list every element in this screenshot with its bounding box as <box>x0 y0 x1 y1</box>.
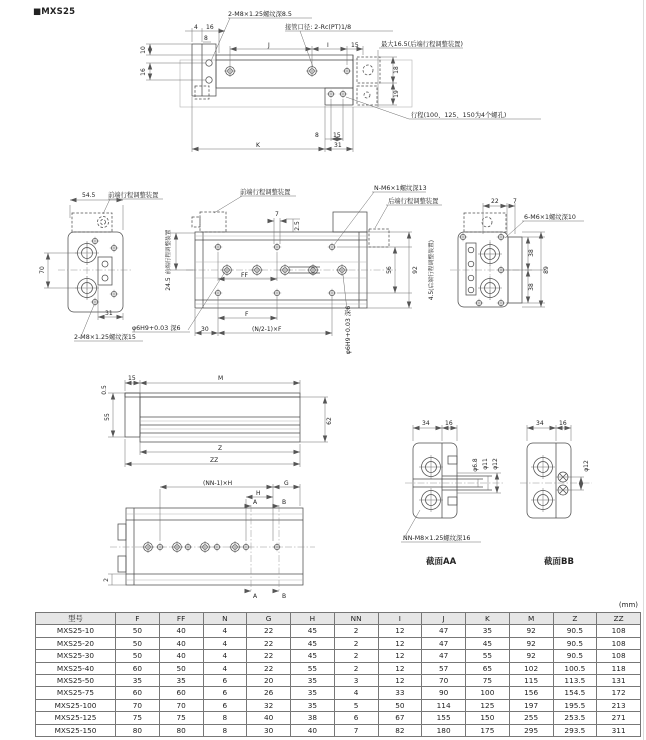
page-edge-line <box>643 0 644 740</box>
table-header-row <box>36 613 641 625</box>
dim-M: M <box>218 375 224 382</box>
col-header: K <box>466 613 510 625</box>
value-cell: 271 <box>597 712 641 724</box>
value-cell: 115 <box>509 675 553 687</box>
value-cell: 100.5 <box>553 662 597 674</box>
dim-phi12: φ12 <box>492 458 499 470</box>
value-cell: 60 <box>116 662 160 674</box>
col-header: Z <box>553 613 597 625</box>
dim-K: K <box>256 142 260 149</box>
col-header: F <box>116 613 160 625</box>
value-cell: 4 <box>203 637 247 649</box>
col-header: N <box>203 613 247 625</box>
value-cell: 108 <box>597 625 641 637</box>
value-cell: 113.5 <box>553 675 597 687</box>
value-cell: 55 <box>291 662 335 674</box>
dimension-table <box>35 612 641 737</box>
value-cell: 60 <box>159 687 203 699</box>
dim-62: 62 <box>326 417 333 425</box>
model-cell: MXS25-50 <box>36 675 116 687</box>
value-cell: 80 <box>159 724 203 736</box>
dim-19: 19 <box>393 90 400 98</box>
value-cell: 40 <box>159 625 203 637</box>
value-cell: 45 <box>466 637 510 649</box>
dim-4: 4 <box>194 24 198 31</box>
dim-7-right: 7 <box>513 198 517 205</box>
value-cell: 82 <box>378 724 422 736</box>
col-header: FF <box>159 613 203 625</box>
left-thread-note: 2-M8×1.25螺纹深15 <box>74 334 136 341</box>
dim-34-aa: 34 <box>422 420 430 427</box>
dim-phi12-bb: φ12 <box>583 460 590 472</box>
dim-38a: 38 <box>528 249 535 257</box>
value-cell: 4 <box>203 650 247 662</box>
dim-phi11: φ11 <box>482 458 489 470</box>
value-cell: 92 <box>509 650 553 662</box>
value-cell: 50 <box>159 662 203 674</box>
value-cell: 30 <box>247 724 291 736</box>
value-cell: 195.5 <box>553 699 597 711</box>
dim-I: I <box>327 42 329 49</box>
value-cell: 45 <box>291 637 335 649</box>
bottom-view-drawing <box>103 480 315 600</box>
value-cell: 35 <box>159 675 203 687</box>
value-cell: 2 <box>334 650 378 662</box>
col-header: J <box>422 613 466 625</box>
value-cell: 35 <box>291 687 335 699</box>
value-cell: 50 <box>378 699 422 711</box>
col-header: G <box>247 613 291 625</box>
section-bb-drawing <box>520 420 592 567</box>
dim-2: 2 <box>103 578 110 582</box>
value-cell: 22 <box>247 625 291 637</box>
dim-55: 55 <box>104 413 111 421</box>
dim-16-bb: 16 <box>559 420 567 427</box>
table-row <box>36 687 641 699</box>
rear-adjuster-side-note: 4.5(后端行程调整装置) <box>429 239 435 301</box>
value-cell: 175 <box>466 724 510 736</box>
value-cell: 100 <box>466 687 510 699</box>
value-cell: 50 <box>116 650 160 662</box>
value-cell: 40 <box>291 724 335 736</box>
value-cell: 60 <box>116 687 160 699</box>
dim-8: 8 <box>204 35 208 42</box>
value-cell: 40 <box>247 712 291 724</box>
dim-15: 15 <box>351 42 359 49</box>
dim-7-plan: 7 <box>275 211 279 218</box>
value-cell: 35 <box>466 625 510 637</box>
value-cell: 154.5 <box>553 687 597 699</box>
model-cell: MXS25-30 <box>36 650 116 662</box>
value-cell: 8 <box>203 724 247 736</box>
value-cell: 6 <box>203 687 247 699</box>
value-cell: 2 <box>334 625 378 637</box>
value-cell: 295 <box>509 724 553 736</box>
top-stroke-note: 行程(100、125、150为4个螺孔) <box>411 112 507 119</box>
plan-vert-adjuster-label: 前端行程调整装置 <box>166 229 172 275</box>
value-cell: 2 <box>334 662 378 674</box>
dim-54-5: 54.5 <box>82 192 96 199</box>
value-cell: 22 <box>247 637 291 649</box>
value-cell: 197 <box>509 699 553 711</box>
value-cell: 47 <box>422 625 466 637</box>
model-cell: MXS25-150 <box>36 724 116 736</box>
dim-phi6-8: φ6.8 <box>472 458 479 472</box>
table-row <box>36 675 641 687</box>
value-cell: 12 <box>378 637 422 649</box>
dim-30: 30 <box>201 326 209 333</box>
dim-15-side: 15 <box>128 375 136 382</box>
plan-front-adjuster-label: 前端行程调整装置 <box>240 189 291 196</box>
dim-G: G <box>284 480 289 487</box>
left-adjuster-label: 前端行程调整装置 <box>108 192 159 199</box>
value-cell: 75 <box>466 675 510 687</box>
value-cell: 3 <box>334 675 378 687</box>
dim-H: H <box>256 490 261 497</box>
model-cell: MXS25-75 <box>36 687 116 699</box>
top-view-drawing <box>140 9 541 152</box>
value-cell: 180 <box>422 724 466 736</box>
col-header: I <box>378 613 422 625</box>
value-cell: 35 <box>291 699 335 711</box>
top-port-note: 接管口径: 2-Rc(PT)1/8 <box>285 24 352 31</box>
value-cell: 35 <box>291 675 335 687</box>
table-body <box>36 625 641 737</box>
value-cell: 114 <box>422 699 466 711</box>
dim-16-left: 16 <box>140 68 147 76</box>
value-cell: 75 <box>116 712 160 724</box>
value-cell: 92 <box>509 637 553 649</box>
dim-2-5: 2.5 <box>294 221 301 231</box>
dim-22: 22 <box>491 198 499 205</box>
table-row <box>36 637 641 649</box>
right-thread-note: 6-M6×1螺纹深10 <box>524 214 576 221</box>
value-cell: 108 <box>597 637 641 649</box>
pin-hole-note-vertical: φ6H9+0.03 深6 <box>345 305 352 355</box>
value-cell: 155 <box>422 712 466 724</box>
value-cell: 293.5 <box>553 724 597 736</box>
model-cell: MXS25-125 <box>36 712 116 724</box>
dim-92: 92 <box>412 266 419 274</box>
plan-view-drawing <box>132 183 442 354</box>
col-header: 型号 <box>36 613 116 625</box>
value-cell: 131 <box>597 675 641 687</box>
value-cell: 47 <box>422 650 466 662</box>
table-row <box>36 699 641 711</box>
value-cell: 102 <box>509 662 553 674</box>
model-cell: MXS25-20 <box>36 637 116 649</box>
dim-FF: FF <box>241 272 248 279</box>
value-cell: 6 <box>203 699 247 711</box>
dim-16: 16 <box>206 24 214 31</box>
section-aa-caption: 截面AA <box>426 557 457 567</box>
dim-16-aa: 16 <box>445 420 453 427</box>
value-cell: 40 <box>159 637 203 649</box>
value-cell: 32 <box>247 699 291 711</box>
value-cell: 55 <box>466 650 510 662</box>
section-A-mark-top: A <box>253 499 258 506</box>
value-cell: 156 <box>509 687 553 699</box>
dim-24-5: 24.5 <box>165 277 172 291</box>
value-cell: 12 <box>378 662 422 674</box>
section-aa-thread-note: NN-M8×1.25螺纹深16 <box>403 535 471 542</box>
value-cell: 255 <box>509 712 553 724</box>
model-cell: MXS25-100 <box>36 699 116 711</box>
value-cell: 40 <box>159 650 203 662</box>
unit-label: (mm) <box>618 601 638 609</box>
value-cell: 47 <box>422 637 466 649</box>
value-cell: 26 <box>247 687 291 699</box>
value-cell: 22 <box>247 650 291 662</box>
dim-18: 18 <box>393 66 400 74</box>
value-cell: 80 <box>116 724 160 736</box>
dim-15b: 15 <box>333 132 341 139</box>
dim-89: 89 <box>543 266 550 274</box>
table-row <box>36 625 641 637</box>
value-cell: 45 <box>291 625 335 637</box>
value-cell: 67 <box>378 712 422 724</box>
value-cell: 118 <box>597 662 641 674</box>
pin-hole-note: φ6H9+0.03 深6 <box>132 325 181 332</box>
dim-31: 31 <box>334 142 342 149</box>
value-cell: 35 <box>116 675 160 687</box>
value-cell: 70 <box>159 699 203 711</box>
value-cell: 253.5 <box>553 712 597 724</box>
section-B-mark-top: B <box>282 499 287 506</box>
dim-Z: Z <box>218 445 223 452</box>
value-cell: 22 <box>247 662 291 674</box>
dim-56: 56 <box>386 266 393 274</box>
value-cell: 92 <box>509 625 553 637</box>
value-cell: 8 <box>203 712 247 724</box>
value-cell: 50 <box>116 625 160 637</box>
dimension-table-wrapper <box>35 612 641 737</box>
dim-0-5: 0.5 <box>101 385 108 395</box>
value-cell: 311 <box>597 724 641 736</box>
table-row <box>36 650 641 662</box>
value-cell: 12 <box>378 625 422 637</box>
dim-31-left: 31 <box>105 310 113 317</box>
value-cell: 7 <box>334 724 378 736</box>
value-cell: 90.5 <box>553 625 597 637</box>
table-row <box>36 712 641 724</box>
dim-38b: 38 <box>528 283 535 291</box>
value-cell: 38 <box>291 712 335 724</box>
value-cell: 50 <box>116 637 160 649</box>
value-cell: 108 <box>597 650 641 662</box>
section-A-mark-bottom: A <box>253 593 258 600</box>
value-cell: 125 <box>466 699 510 711</box>
page-title: ■MXS25 <box>33 7 76 17</box>
value-cell: 45 <box>291 650 335 662</box>
side-view-drawing <box>101 375 333 467</box>
plan-rear-adjuster-label: 后端行程调整装置 <box>388 198 439 205</box>
dim-NN1H: (NN-1)×H <box>203 480 233 487</box>
value-cell: 6 <box>334 712 378 724</box>
value-cell: 65 <box>466 662 510 674</box>
dim-70: 70 <box>39 266 46 274</box>
value-cell: 12 <box>378 675 422 687</box>
dim-10: 10 <box>140 46 147 54</box>
plan-thread-note: N-M6×1螺纹深13 <box>374 185 427 192</box>
value-cell: 6 <box>203 675 247 687</box>
value-cell: 12 <box>378 650 422 662</box>
value-cell: 90.5 <box>553 650 597 662</box>
value-cell: 90.5 <box>553 637 597 649</box>
dim-N2F: (N/2-1)×F <box>252 326 282 333</box>
left-end-view-drawing <box>39 190 163 341</box>
col-header: ZZ <box>597 613 641 625</box>
col-header: H <box>291 613 335 625</box>
value-cell: 70 <box>116 699 160 711</box>
value-cell: 75 <box>159 712 203 724</box>
top-thread-note: 2-M8×1.25螺纹深8.5 <box>228 11 292 18</box>
table-row <box>36 662 641 674</box>
value-cell: 20 <box>247 675 291 687</box>
value-cell: 172 <box>597 687 641 699</box>
section-aa-drawing <box>401 420 505 567</box>
section-bb-caption: 截面BB <box>544 557 574 567</box>
value-cell: 33 <box>378 687 422 699</box>
value-cell: 57 <box>422 662 466 674</box>
value-cell: 4 <box>203 662 247 674</box>
value-cell: 4 <box>334 687 378 699</box>
dim-34-bb: 34 <box>536 420 544 427</box>
dim-J: J <box>268 42 270 49</box>
col-header: NN <box>334 613 378 625</box>
value-cell: 90 <box>422 687 466 699</box>
table-row <box>36 724 641 736</box>
model-cell: MXS25-40 <box>36 662 116 674</box>
dim-8b: 8 <box>315 132 319 139</box>
dim-F: F <box>245 311 249 318</box>
col-header: M <box>509 613 553 625</box>
section-B-mark-bottom: B <box>282 593 287 600</box>
right-end-view-drawing <box>450 198 584 307</box>
value-cell: 2 <box>334 637 378 649</box>
dim-ZZ: ZZ <box>210 457 219 464</box>
top-max-note: 最大16.5(后端行程调整装置) <box>381 41 463 48</box>
value-cell: 70 <box>422 675 466 687</box>
value-cell: 5 <box>334 699 378 711</box>
value-cell: 150 <box>466 712 510 724</box>
model-cell: MXS25-10 <box>36 625 116 637</box>
value-cell: 4 <box>203 625 247 637</box>
value-cell: 213 <box>597 699 641 711</box>
